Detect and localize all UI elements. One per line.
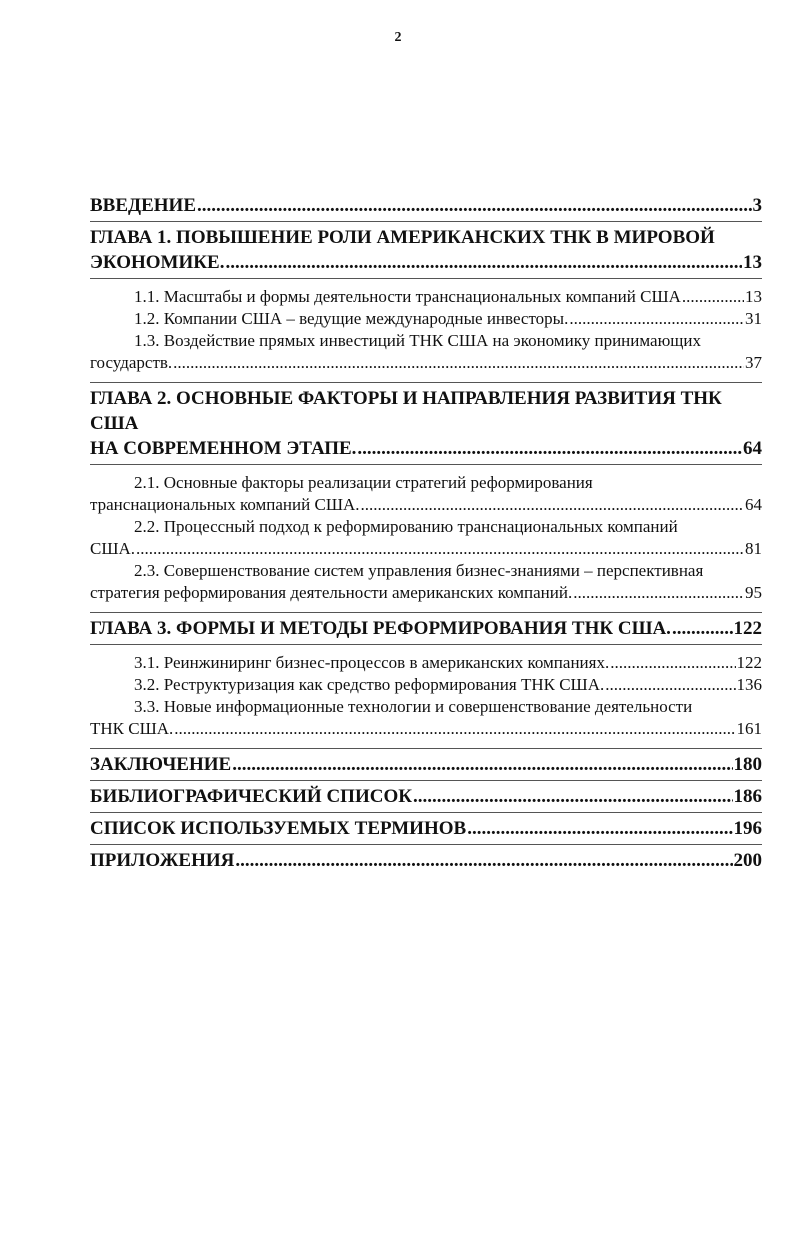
toc-entry-title: 1.2. Компании США – ведущие международные инвесторы. [134, 309, 569, 328]
toc-page-number: 81 [745, 539, 762, 558]
toc-page-number: 31 [745, 309, 762, 328]
toc-entry-title-line2: транснациональных компаний США. [90, 495, 360, 514]
divider [90, 748, 762, 749]
toc-entry-appendices[interactable] [90, 848, 762, 873]
toc-entry-title: 3.2. Реструктуризация как средство реформирования ТНК США. [134, 675, 605, 694]
dot-leader [174, 718, 735, 740]
toc-page-number: 37 [745, 353, 762, 372]
chapter-1-sections [90, 282, 762, 379]
toc-entry-title: 1.1. Масштабы и формы деятельности транснациональных компаний США [134, 287, 681, 306]
toc-entry-title-line2: стратегия реформирования деятельности американских компаний. [90, 583, 573, 602]
divider [90, 278, 762, 279]
toc-entry-title: ВВЕДЕНИЕ [90, 195, 196, 216]
toc-entry-section-2-2[interactable] [90, 516, 762, 560]
dot-leader [361, 494, 745, 516]
toc-entry-introduction[interactable] [90, 193, 762, 218]
toc-entry-chapter-1[interactable] [90, 225, 762, 275]
toc-entry-section-2-1[interactable] [90, 472, 762, 516]
toc-entry-title: ЗАКЛЮЧЕНИЕ [90, 754, 232, 775]
toc-page-number: 95 [745, 583, 762, 602]
toc-entry-title-line2: ТНК США. [90, 719, 174, 738]
toc-entry-title: ПРИЛОЖЕНИЯ [90, 850, 235, 871]
toc-entry-section-1-1[interactable] [90, 286, 762, 308]
toc-page-number: 122 [733, 618, 762, 639]
toc-page-number: 136 [736, 675, 762, 694]
dot-leader [610, 652, 735, 674]
toc-page-number: 122 [736, 653, 762, 672]
dot-leader [232, 752, 732, 777]
toc-entry-title-line2: ЭКОНОМИКЕ. [90, 252, 225, 273]
toc-entry-title: 3.1. Реинжиниринг бизнес-процессов в американских компаниях. [134, 653, 610, 672]
dot-leader [467, 816, 732, 841]
page-number: 2 [394, 30, 402, 45]
toc-entry-title-line1: 2.1. Основные факторы реализации стратегий реформирования [134, 473, 593, 492]
toc-entry-title-line1: 2.2. Процессный подход к реформированию транснациональных компаний [134, 517, 678, 536]
toc-entry-bibliography[interactable] [90, 784, 762, 809]
toc-page-number: 13 [745, 287, 762, 306]
dot-leader [173, 352, 744, 374]
toc-entry-section-2-3[interactable] [90, 560, 762, 604]
dot-leader [682, 286, 744, 308]
toc-page-number: 200 [733, 850, 762, 871]
dot-leader [197, 193, 752, 218]
toc-entry-title: БИБЛИОГРАФИЧЕСКИЙ СПИСОК [90, 786, 413, 807]
toc-page-number: 3 [752, 195, 762, 216]
dot-leader [573, 582, 744, 604]
toc-page-number: 196 [733, 818, 762, 839]
dot-leader [225, 250, 742, 275]
divider [90, 812, 762, 813]
toc-page-number: 13 [743, 252, 762, 273]
toc-page-number: 161 [736, 719, 762, 738]
chapter-3-sections [90, 648, 762, 745]
toc-entry-title-line1: ГЛАВА 2. ОСНОВНЫЕ ФАКТОРЫ И НАПРАВЛЕНИЯ РАЗВИТИЯ ТНК США [90, 388, 722, 434]
toc-entry-title-line1: 1.3. Воздействие прямых инвестиций ТНК США на экономику принимающих [134, 331, 701, 350]
table-of-contents [90, 193, 762, 873]
toc-entry-chapter-2[interactable] [90, 386, 762, 461]
divider [90, 221, 762, 222]
divider [90, 644, 762, 645]
toc-entry-chapter-3[interactable] [90, 616, 762, 641]
toc-entry-title-line1: 2.3. Совершенствование систем управления бизнес-знаниями – перспективная [134, 561, 704, 580]
dot-leader [136, 538, 744, 560]
dot-leader [569, 308, 744, 330]
dot-leader [357, 436, 742, 461]
toc-page-number: 186 [733, 786, 762, 807]
divider [90, 844, 762, 845]
toc-entry-title-line2: США. [90, 539, 136, 558]
toc-entry-title-line2: государств. [90, 353, 173, 372]
toc-entry-section-3-2[interactable] [90, 674, 762, 696]
toc-entry-title-line1: 3.3. Новые информационные технологии и совершенствование деятельности [134, 697, 693, 716]
toc-entry-section-1-2[interactable] [90, 308, 762, 330]
toc-page-number: 64 [745, 495, 762, 514]
toc-entry-section-1-3[interactable] [90, 330, 762, 374]
divider [90, 382, 762, 383]
toc-entry-title: ГЛАВА 3. ФОРМЫ И МЕТОДЫ РЕФОРМИРОВАНИЯ ТНК США. [90, 618, 671, 639]
divider [90, 780, 762, 781]
toc-entry-title: СПИСОК ИСПОЛЬЗУЕМЫХ ТЕРМИНОВ [90, 818, 467, 839]
toc-entry-conclusion[interactable] [90, 752, 762, 777]
dot-leader [672, 616, 733, 641]
dot-leader [413, 784, 732, 809]
toc-entry-terms[interactable] [90, 816, 762, 841]
toc-page-number: 64 [743, 438, 762, 459]
toc-entry-title-line1: ГЛАВА 1. ПОВЫШЕНИЕ РОЛИ АМЕРИКАНСКИХ ТНК В МИРОВОЙ [90, 227, 715, 248]
dot-leader [235, 848, 732, 873]
toc-page-number: 180 [733, 754, 762, 775]
toc-entry-section-3-3[interactable] [90, 696, 762, 740]
chapter-2-sections [90, 468, 762, 609]
divider [90, 464, 762, 465]
toc-entry-section-3-1[interactable] [90, 652, 762, 674]
divider [90, 612, 762, 613]
dot-leader [605, 674, 735, 696]
toc-entry-title-line2: НА СОВРЕМЕННОМ ЭТАПЕ. [90, 438, 357, 459]
